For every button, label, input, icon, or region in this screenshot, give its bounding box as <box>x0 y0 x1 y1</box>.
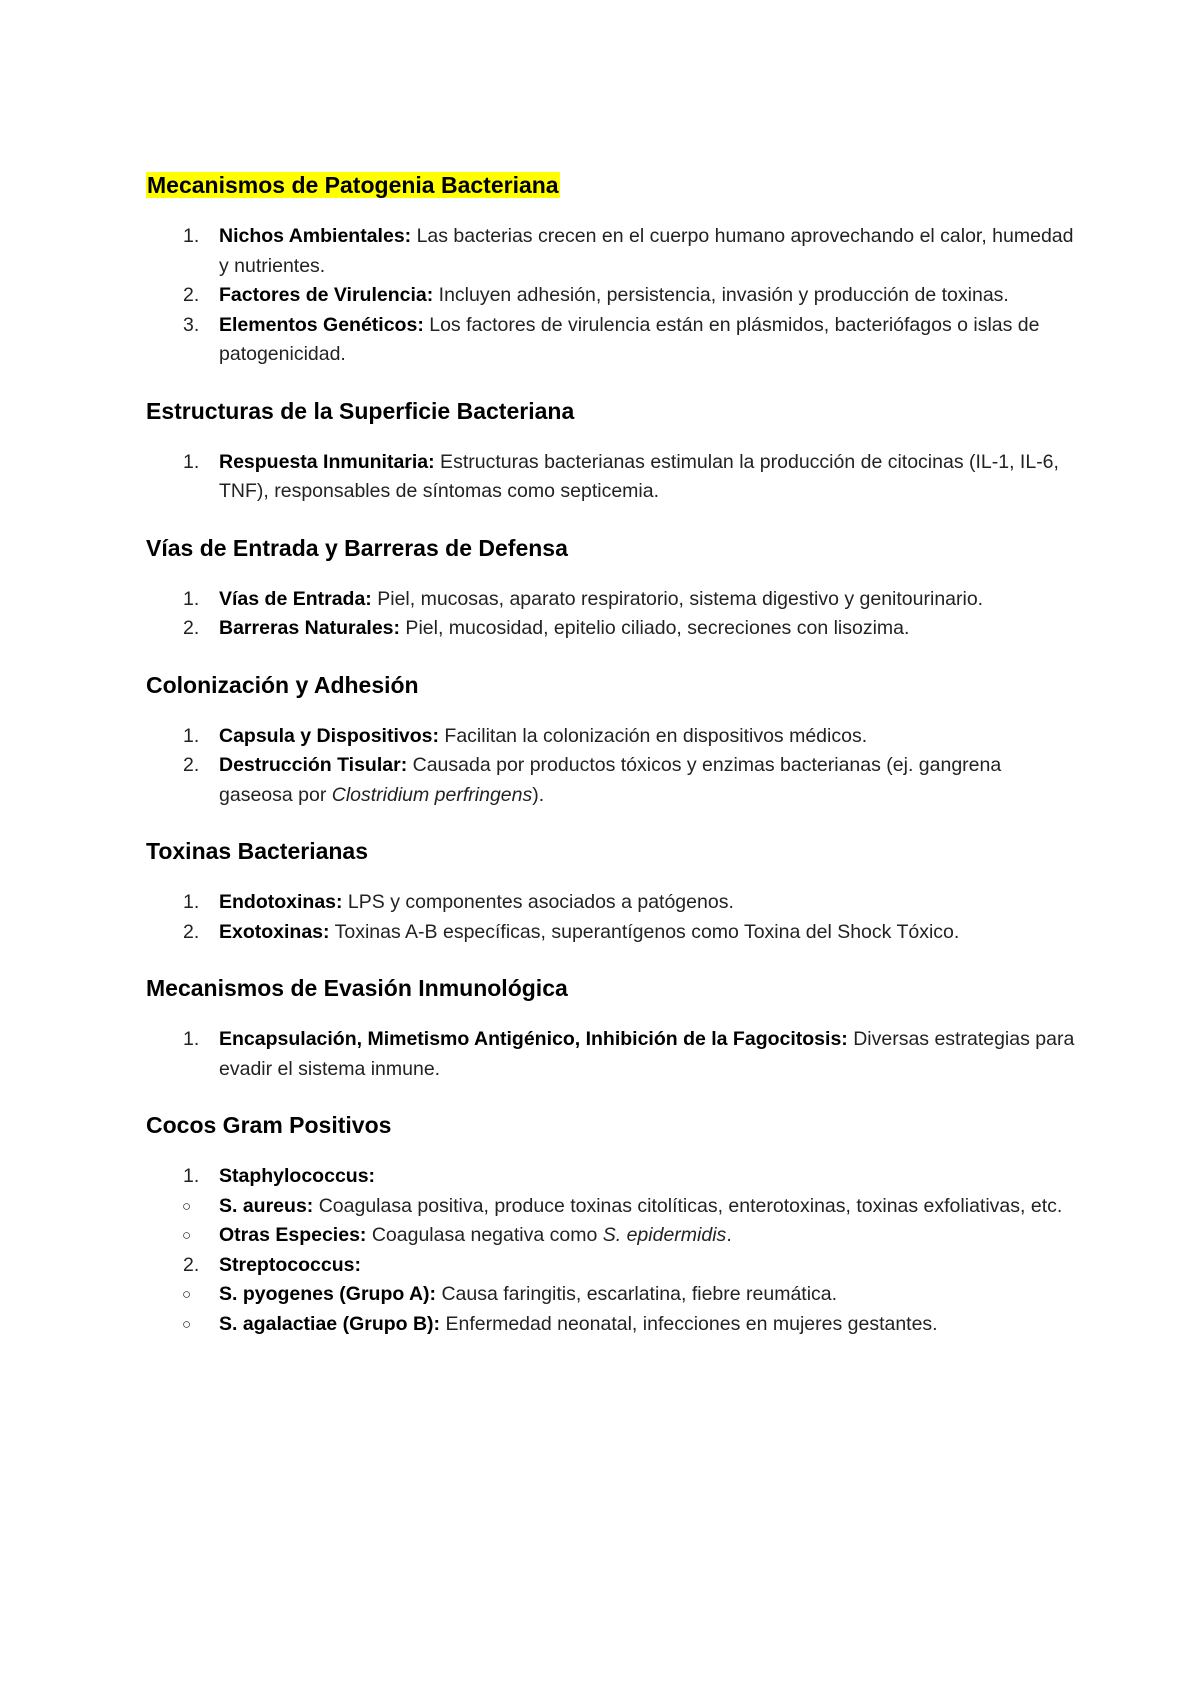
item-term: Barreras Naturales: <box>219 617 401 639</box>
sub-item-text: Enfermedad neonatal, infecciones en mujeres gestantes. <box>440 1312 938 1335</box>
section-toxinas <box>146 836 1080 947</box>
item-text: Diversas estrategias para evadir el sistema inmune. <box>219 1028 1075 1080</box>
item-number: 2. <box>183 920 200 943</box>
list-item <box>146 722 1080 752</box>
item-number: 2. <box>183 284 200 306</box>
sub-item-text: Causa faringitis, escarlatina, fiebre reumática. <box>436 1283 838 1305</box>
item-number: 1. <box>183 450 200 473</box>
circle-bullet-icon: ○ <box>182 1286 192 1303</box>
sub-item-after: . <box>726 1224 732 1246</box>
sub-list-item <box>182 1280 1080 1310</box>
item-term: Respuesta Inmunitaria: <box>219 450 435 473</box>
sub-item-text: Coagulasa negativa como <box>366 1224 603 1246</box>
sub-list-item <box>182 1192 1080 1222</box>
item-number: 1. <box>183 1028 200 1050</box>
list-item <box>146 585 1080 615</box>
numbered-list <box>146 448 1080 507</box>
item-text: Incluyen adhesión, persistencia, invasión y producción de toxinas. <box>433 284 1009 306</box>
numbered-list <box>146 1025 1080 1084</box>
item-number: 3. <box>183 313 200 336</box>
sub-list-item <box>182 1221 1080 1251</box>
list-item <box>146 888 1080 918</box>
item-text: Toxinas A-B específicas, superantígenos como Toxina del Shock Tóxico. <box>329 920 960 943</box>
item-number: 2. <box>183 1253 200 1276</box>
section-title: Cocos Gram Positivos <box>146 1112 392 1138</box>
item-number: 1. <box>183 724 200 747</box>
section-title: Mecanismos de Evasión Inmunológica <box>146 975 568 1001</box>
item-term: Elementos Genéticos: <box>219 313 424 336</box>
item-term: Destrucción Tisular: <box>219 754 408 776</box>
item-term: Vías de Entrada: <box>219 587 372 610</box>
section-superficie <box>146 396 1080 507</box>
item-number: 1. <box>183 1165 200 1187</box>
sub-item-term: S. agalactiae (Grupo B): <box>219 1312 441 1335</box>
item-number: 1. <box>183 225 200 247</box>
section-vias-entrada <box>146 533 1080 644</box>
item-after: ). <box>532 783 545 806</box>
sub-item-text: Coagulasa positiva, produce toxinas citolíticas, enterotoxinas, toxinas exfoliativas, etc. <box>313 1194 1063 1217</box>
item-text: Causada por productos tóxicos y enzimas bacterianas (ej. gangrena gaseosa por <box>219 754 1002 806</box>
list-item <box>146 311 1080 370</box>
numbered-list <box>146 222 1080 370</box>
sub-item-term: S. pyogenes (Grupo A): <box>219 1283 437 1305</box>
item-number: 1. <box>183 587 200 610</box>
sub-item-term: S. aureus: <box>219 1194 314 1217</box>
sub-list <box>182 1192 1080 1251</box>
list-item <box>146 1025 1080 1084</box>
list-item <box>146 614 1080 644</box>
sub-item-term: Otras Especies: <box>219 1224 367 1246</box>
sub-list-item <box>182 1310 1080 1340</box>
section-colonizacion <box>146 670 1080 811</box>
item-italic: Clostridium perfringens <box>331 783 533 806</box>
section-title <box>146 170 1080 200</box>
section-title: Estructuras de la Superficie Bacteriana <box>146 397 575 424</box>
item-term: Capsula y Dispositivos: <box>219 724 439 747</box>
item-term: Streptococcus: <box>219 1253 361 1276</box>
section-evasion <box>146 973 1080 1084</box>
item-number: 2. <box>183 754 200 776</box>
numbered-list <box>146 888 1080 947</box>
list-item <box>146 1162 1080 1251</box>
item-term: Staphylococcus: <box>219 1165 376 1187</box>
item-number: 2. <box>183 617 200 639</box>
list-item <box>146 281 1080 311</box>
item-text: Las bacterias crecen en el cuerpo humano aprovechando el calor, humedad y nutrientes. <box>219 225 1074 277</box>
item-text: LPS y componentes asociados a patógenos. <box>342 891 734 913</box>
numbered-list <box>146 722 1080 811</box>
list-item <box>146 918 1080 948</box>
section-title: Toxinas Bacterianas <box>146 838 369 864</box>
section-cocos <box>146 1110 1080 1339</box>
item-text: Piel, mucosidad, epitelio ciliado, secreciones con lisozima. <box>400 617 910 639</box>
section-title: Vías de Entrada y Barreras de Defensa <box>146 534 568 561</box>
item-term: Endotoxinas: <box>219 891 343 913</box>
highlighted-title: Mecanismos de Patogenia Bacteriana <box>147 172 559 198</box>
item-text: Los factores de virulencia están en plásmidos, bacteriófagos o islas de patogenicidad. <box>219 313 1040 365</box>
list-item <box>146 1251 1080 1340</box>
item-text: Facilitan la colonización en dispositivos médicos. <box>438 724 868 747</box>
list-item <box>146 751 1080 810</box>
circle-bullet-icon: ○ <box>182 1315 192 1333</box>
numbered-list <box>146 1162 1080 1339</box>
item-term: Exotoxinas: <box>219 920 330 943</box>
item-text: Piel, mucosas, aparato respiratorio, sistema digestivo y genitourinario. <box>371 587 984 610</box>
item-term: Encapsulación, Mimetismo Antigénico, Inhibición de la Fagocitosis: <box>219 1028 848 1050</box>
item-number: 1. <box>183 891 200 913</box>
circle-bullet-icon: ○ <box>182 1227 192 1244</box>
item-text: Estructuras bacterianas estimulan la producción de citocinas (IL-1, IL-6, TNF), responsables de síntomas como septicemia. <box>219 450 1059 502</box>
item-term: Factores de Virulencia: <box>219 284 434 306</box>
section-title: Colonización y Adhesión <box>146 671 419 698</box>
list-item <box>146 222 1080 281</box>
circle-bullet-icon: ○ <box>182 1197 192 1215</box>
item-term: Nichos Ambientales: <box>219 225 412 247</box>
section-patogenia <box>146 170 1080 370</box>
sub-list <box>182 1280 1080 1339</box>
sub-item-italic: S. epidermidis <box>602 1224 727 1246</box>
numbered-list <box>146 585 1080 644</box>
list-item <box>146 448 1080 507</box>
